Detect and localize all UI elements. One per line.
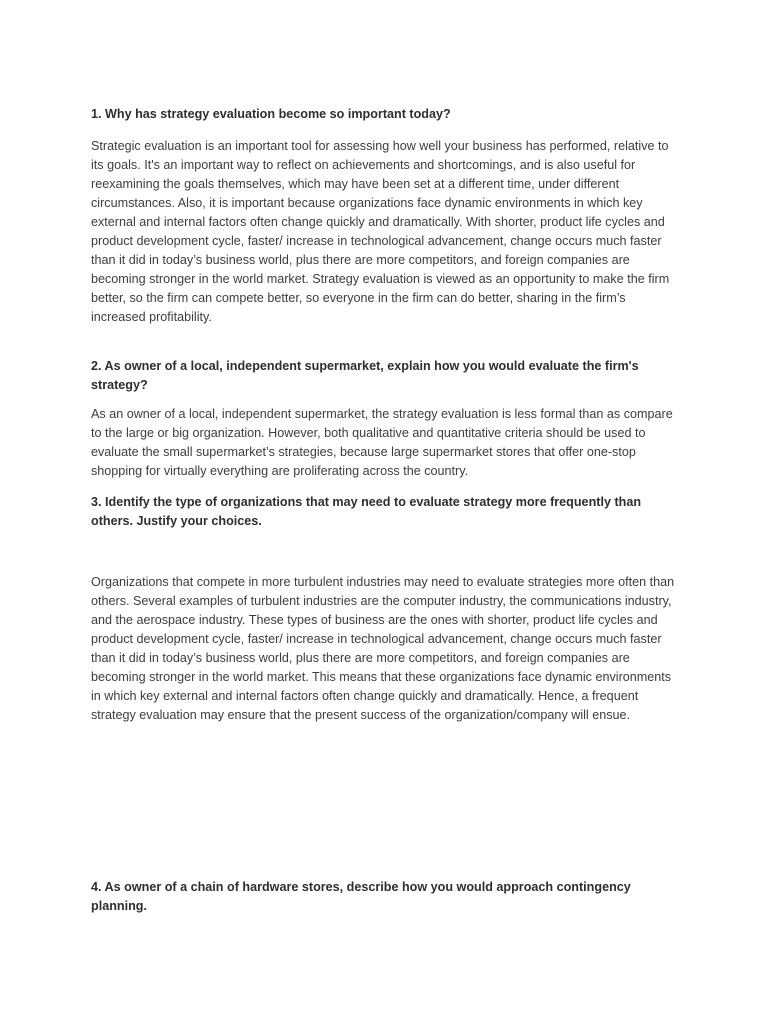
question-2: 2. As owner of a local, independent supermarket, explain how you would evaluate the firm's strategy?	[91, 359, 639, 392]
answer-2: As an owner of a local, independent supermarket, the strategy evaluation is less formal than as compare to the large or big organization. However, both qualitative and quantitative criteria should be used to evaluate the small supermarket’s strategies, because large supermarket stores that offer one-stop shopping for virtually everything are proliferating across the country.	[91, 407, 673, 478]
question-1: 1. Why has strategy evaluation become so important today?	[91, 107, 451, 121]
answer-1: Strategic evaluation is an important tool for assessing how well your business has performed, relative to its goals. It's an important way to reflect on achievements and shortcomings, and is also useful for reexamining the goals themselves, which may have been set at a different time, under different circumstances. Also, it is important because organizations face dynamic environments in which key external and internal factors often change quickly and dramatically. With shorter, product life cycles and product development cycle, faster/ increase in technological advancement, change occurs much faster than it did in today’s business world, plus there are more competitors, and foreign companies are becoming stronger in the world market. Strategy evaluation is viewed as an opportunity to make the firm better, so the firm can compete better, so everyone in the firm can do better, sharing in the firm’s increased profitability.	[91, 139, 670, 324]
answer-3: Organizations that compete in more turbulent industries may need to evaluate strategies more often than others. Several examples of turbulent industries are the computer industry, the communications industry, and the aerospace industry. These types of business are the ones with shorter, product life cycles and product development cycle, faster/ increase in technological advancement, change occurs much faster than it did in today’s business world, plus there are more competitors, and foreign companies are becoming stronger in the world market. This means that these organizations face dynamic environments in which key external and internal factors often change quickly and dramatically. Hence, a frequent strategy evaluation may ensure that the present success of the organization/company will ensue.	[91, 575, 675, 722]
question-4: 4. As owner of a chain of hardware stores, describe how you would approach contingency planning.	[91, 880, 631, 913]
question-3: 3. Identify the type of organizations that may need to evaluate strategy more frequently than others. Justify your choices.	[91, 495, 642, 528]
